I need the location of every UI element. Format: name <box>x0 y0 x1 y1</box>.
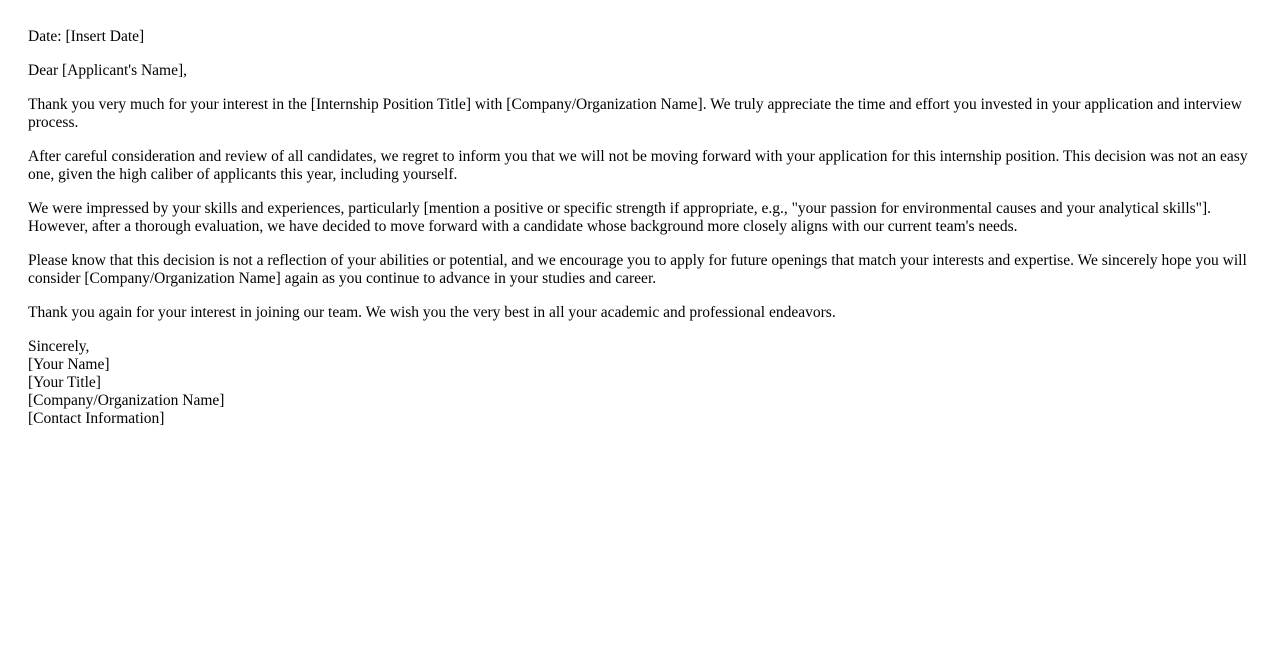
paragraph-encouragement: Please know that this decision is not a reflection of your abilities or potential, and we encourage you to apply for future openings that match your interests and expertise. We sincerely hope you will consider [Company/Organization Name] again as you continue to advance in your studies and career. <box>28 252 1247 287</box>
paragraph-strengths: We were impressed by your skills and experiences, particularly [mention a positive or specific strength if appropriate, e.g., "your passion for environmental causes and your analytical skills"]. However, after a thorough evaluation, we have decided to move forward with a candidate whose background more closely aligns with our current team's needs. <box>28 200 1212 235</box>
signature-name: [Your Name] <box>28 356 110 373</box>
signature-title: [Your Title] <box>28 374 101 391</box>
signature-organization: [Company/Organization Name] <box>28 392 225 409</box>
letter-body <box>28 28 1258 444</box>
paragraph-closing-wishes: Thank you again for your interest in joining our team. We wish you the very best in all your academic and professional endeavors. <box>28 304 836 321</box>
signature-block <box>28 338 1258 428</box>
signature-contact: [Contact Information] <box>28 410 165 427</box>
paragraph-decision: After careful consideration and review of all candidates, we regret to inform you that we will not be moving forward with your application for this internship position. This decision was not an easy one, given the high caliber of applicants this year, including yourself. <box>28 148 1248 183</box>
date-line: Date: [Insert Date] <box>28 28 145 45</box>
signature-closing: Sincerely, <box>28 338 90 355</box>
paragraph-thanks: Thank you very much for your interest in the [Internship Position Title] with [Company/Organization Name]. We truly appreciate the time and effort you invested in your application and interview process. <box>28 96 1242 131</box>
salutation: Dear [Applicant's Name], <box>28 62 188 79</box>
